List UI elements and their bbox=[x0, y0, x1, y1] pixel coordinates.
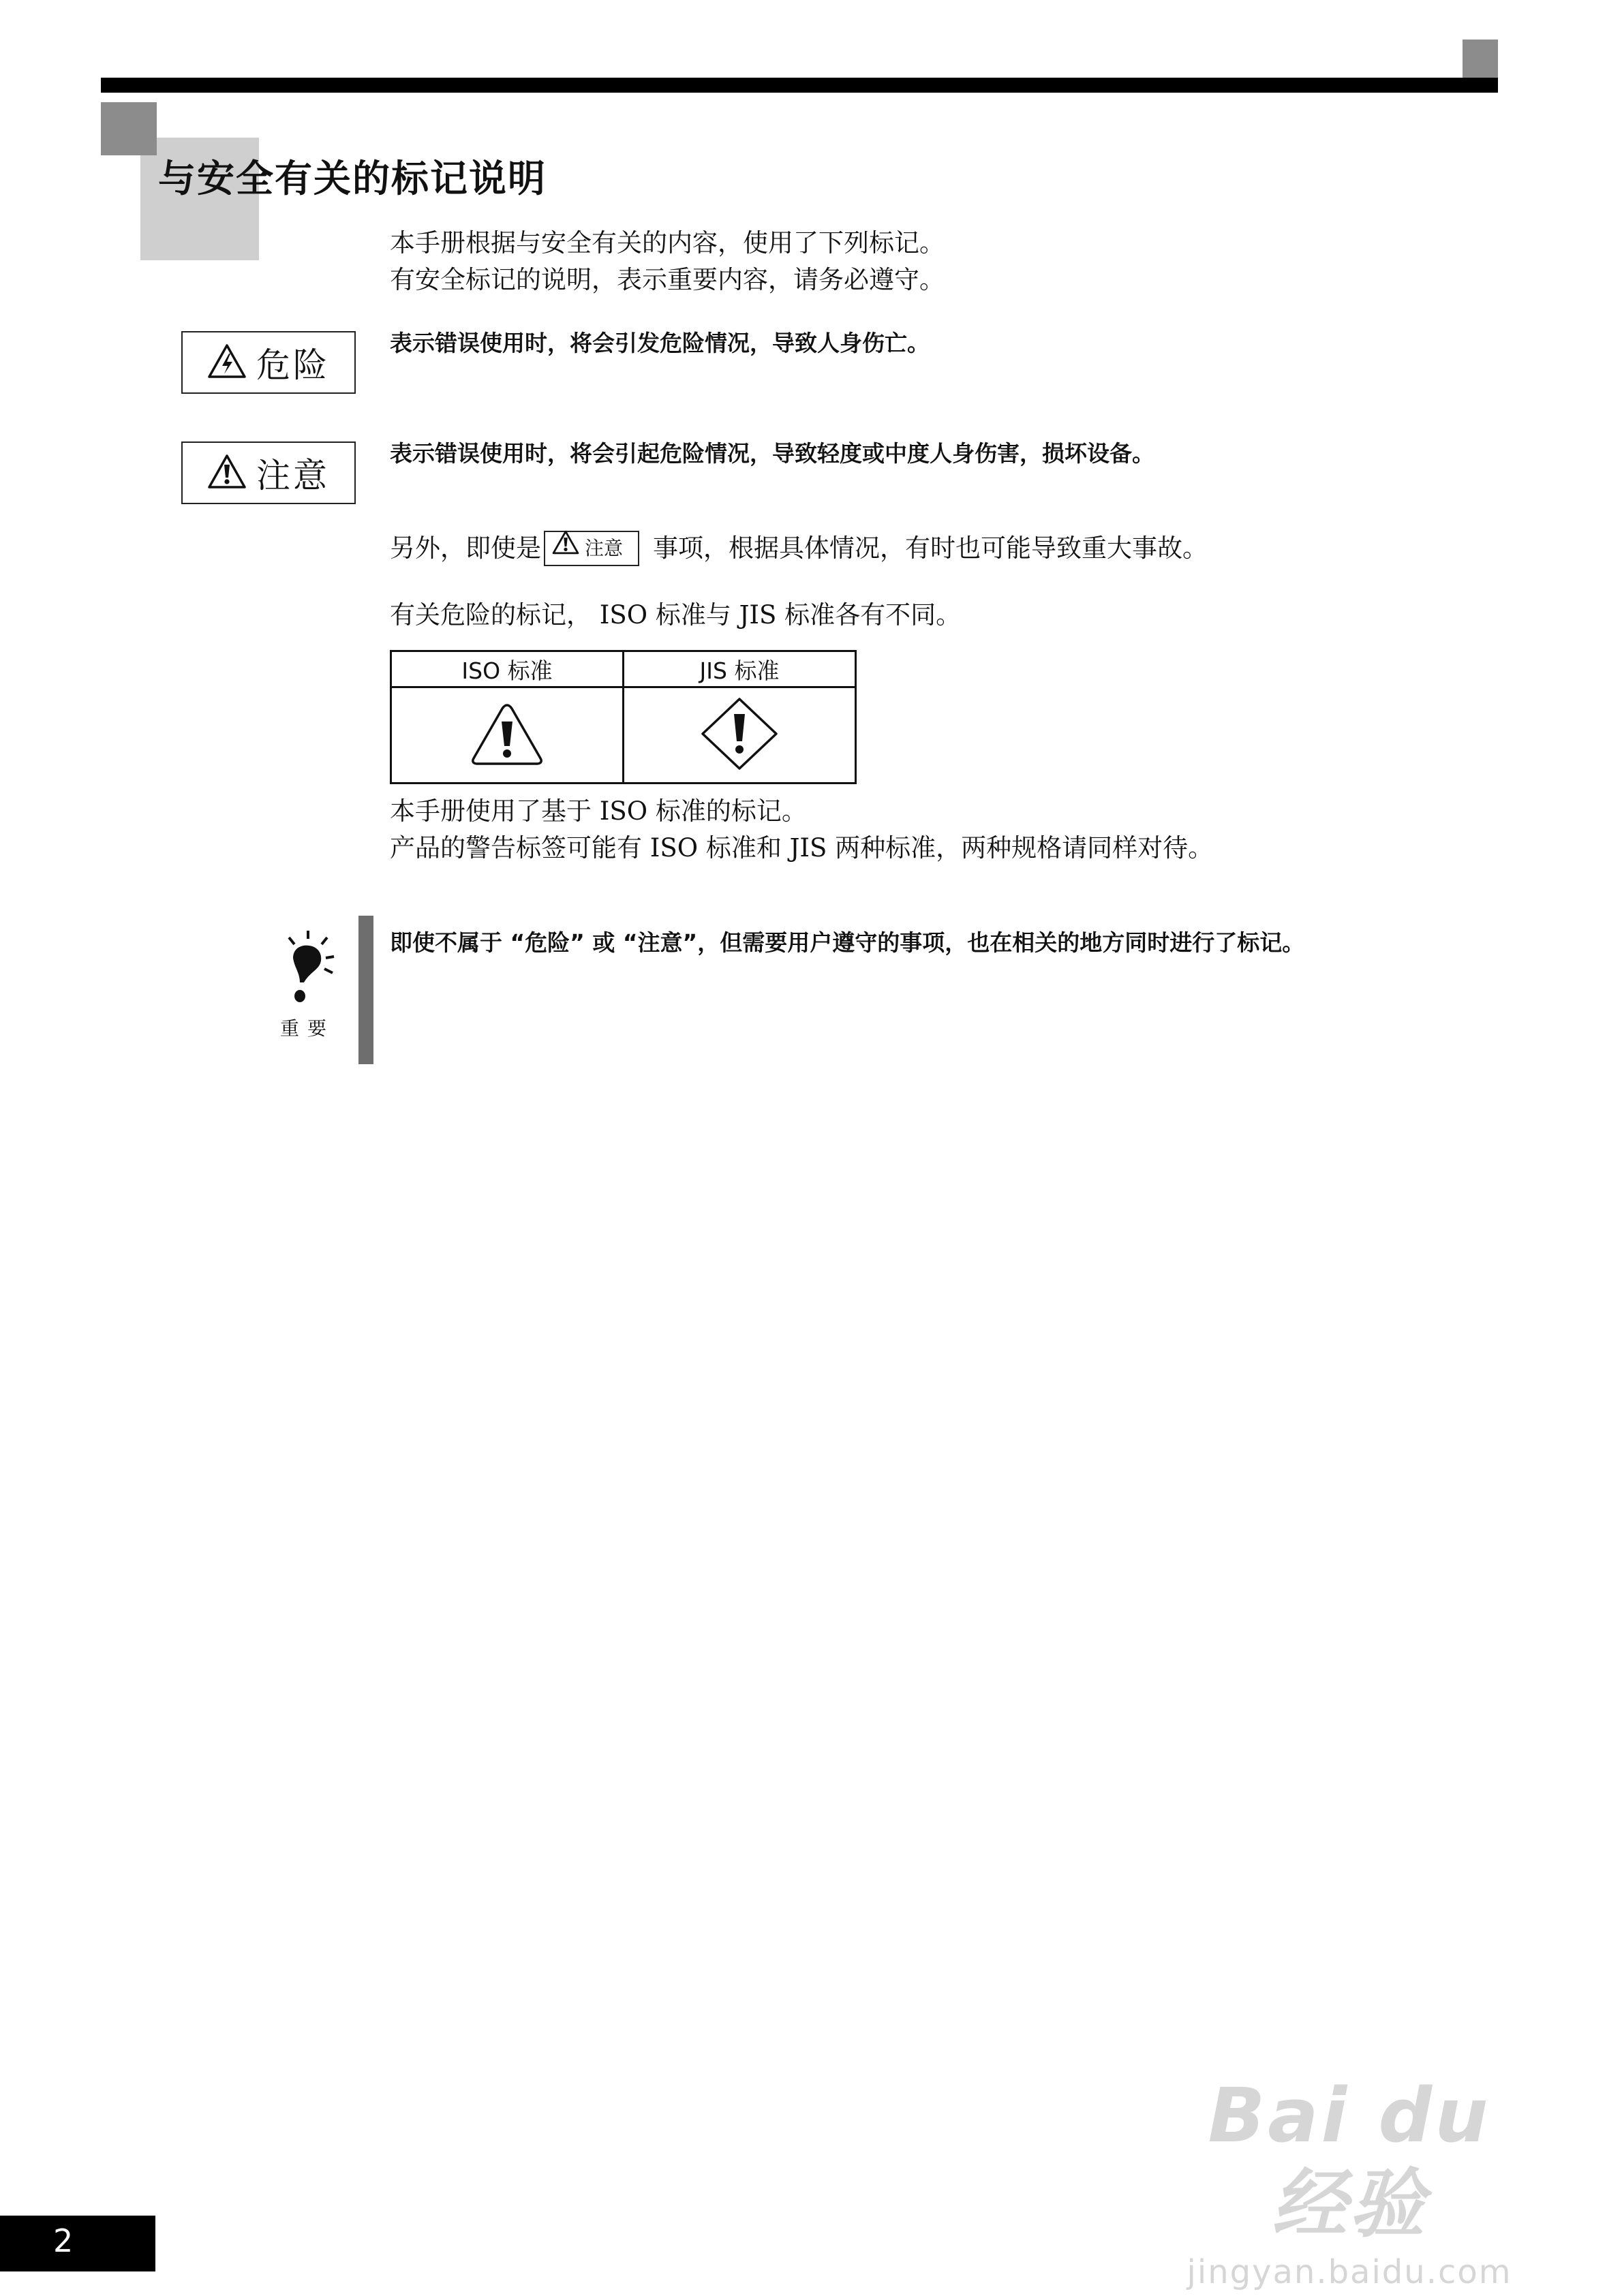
danger-signal-box bbox=[181, 331, 356, 394]
caution-signal-box bbox=[181, 441, 356, 504]
iso-header: ISO 标准 bbox=[391, 651, 624, 687]
important-exclamation-icon bbox=[270, 999, 345, 1012]
iso-jis-intro: 有关危险的标记， ISO 标准与 JIS 标准各有不同。 bbox=[390, 600, 962, 630]
after-table-line-1: 本手册使用了基于 ISO 标准的标记。 bbox=[390, 796, 807, 826]
after-table-line-2: 产品的警告标签可能有 ISO 标准和 JIS 两种标准，两种规格请同样对待。 bbox=[390, 833, 1214, 863]
section-title: 与安全有关的标记说明 bbox=[158, 157, 547, 200]
important-label: 重要 bbox=[279, 1017, 335, 1040]
intro-paragraph bbox=[390, 225, 945, 298]
also-note-after: 事项，根据具体情况，有时也可能导致重大事故。 bbox=[653, 533, 1208, 563]
caution-description: 表示错误使用时，将会引起危险情况，导致轻度或中度人身伤害，损坏设备。 bbox=[390, 440, 1154, 467]
inline-caution-label: 注意 bbox=[585, 537, 624, 559]
caution-label: 注意 bbox=[256, 456, 330, 495]
after-table-paragraph bbox=[390, 793, 1213, 867]
diamond-exclamation-icon bbox=[699, 761, 780, 774]
exclamation-warning-icon bbox=[207, 454, 247, 492]
danger-label: 危险 bbox=[256, 345, 330, 385]
header-rule bbox=[101, 78, 1498, 93]
standards-table-symbol-row bbox=[391, 687, 856, 784]
electric-shock-warning-icon bbox=[207, 343, 247, 382]
intro-line-1: 本手册根据与安全有关的内容，使用了下列标记。 bbox=[390, 228, 945, 258]
page-number-box bbox=[0, 2216, 155, 2271]
inline-caution-tag bbox=[544, 531, 639, 566]
also-note bbox=[390, 530, 1208, 567]
also-note-before: 另外，即使是 bbox=[390, 533, 541, 563]
important-side-bar bbox=[358, 916, 373, 1064]
jis-header: JIS 标准 bbox=[624, 651, 856, 687]
important-text: 即使不属于 “危险” 或 “注意”，但需要用户遵守的事项，也在相关的地方同时进行了标记。 bbox=[390, 929, 1305, 956]
heading-dark-square bbox=[101, 102, 157, 155]
header-corner-square bbox=[1463, 40, 1498, 78]
page-number: 2 bbox=[53, 2222, 74, 2259]
standards-table bbox=[390, 650, 857, 784]
intro-line-2: 有安全标记的说明，表示重要内容，请务必遵守。 bbox=[390, 265, 945, 294]
danger-description: 表示错误使用时，将会引发危险情况，导致人身伤亡。 bbox=[390, 330, 930, 356]
watermark-url: jingyan.baidu.com bbox=[1187, 2253, 1512, 2291]
inline-warning-icon bbox=[552, 530, 579, 567]
important-marker bbox=[270, 928, 345, 1041]
watermark-logo: Bai du 经验 bbox=[1208, 2072, 1491, 2248]
standards-table-header-row bbox=[391, 651, 856, 687]
baidu-watermark bbox=[1159, 2071, 1540, 2291]
triangle-exclamation-icon bbox=[470, 756, 545, 769]
jis-symbol-cell bbox=[624, 687, 856, 784]
iso-symbol-cell bbox=[391, 687, 624, 784]
